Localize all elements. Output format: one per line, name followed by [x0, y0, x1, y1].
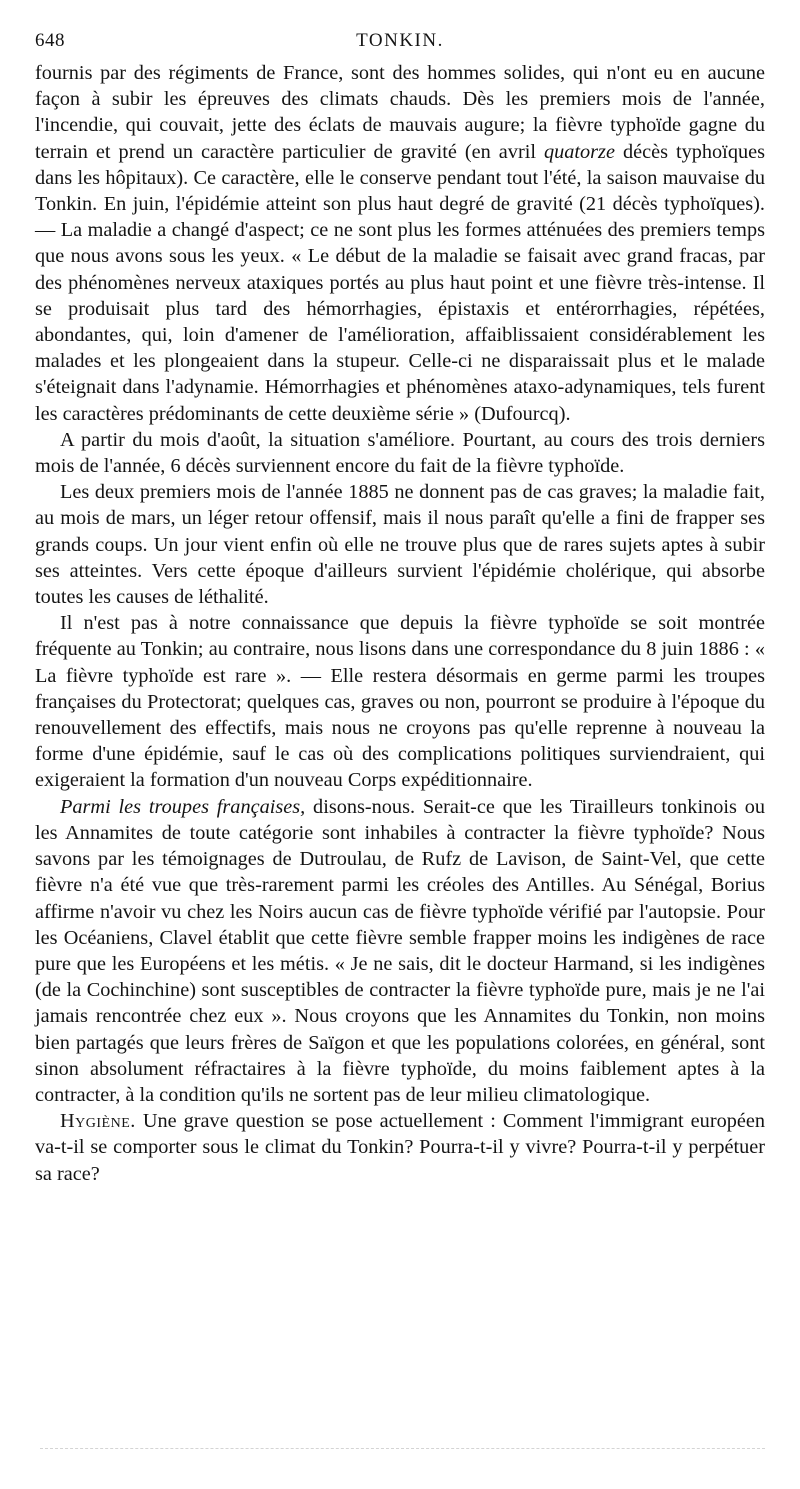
paragraph: [35, 479, 765, 610]
paragraph: [35, 427, 765, 479]
text-segment: Une grave question se pose actuellement : Comment l'immigrant européen va-t-il se comporter sous le climat du Tonkin? Pourra-t-il y vivre? Pourra-t-il y perpétuer sa race?: [35, 1110, 765, 1185]
paragraph: [35, 60, 765, 427]
paragraph: [35, 610, 765, 793]
section-heading-text: Hygiène.: [60, 1110, 136, 1133]
text-segment: Les deux premiers mois de l'année 1885 ne donnent pas de cas graves; la maladie fait, au mois de mars, un léger retour offensif, mais il nous paraît qu'elle a fini de frapper ses grands coups. Un jour vient enfin où elle ne trouve plus que de rares sujets aptes à subir ses atteintes. Vers cette époque d'ailleurs survient l'épidémie cholérique, qui absorbe toutes les causes de léthalité.: [35, 481, 765, 609]
running-title: TONKIN.: [356, 30, 444, 51]
text-segment: Il n'est pas à notre connaissance que depuis la fièvre typhoïde se soit montrée fréquente au Tonkin; au contraire, nous lisons dans une correspondance du 8 juin 1886 : « La fièvre typhoïde est rare ». — Elle restera désormais en germe parmi les troupes françaises du Protectorat; quelques cas, graves ou non, pourront se produire à l'époque du renouvellement des effectifs, mais nous ne croyons pas qu'elle reprenne à nouveau la forme d'une épidémie, sauf le cas où des complications politiques surviendraient, qui exigeraient la formation d'un nouveau Corps expéditionnaire.: [35, 612, 765, 792]
running-head: [35, 28, 765, 58]
text-segment: décès typhoïques dans les hôpitaux). Ce caractère, elle le conserve pendant tout l'été, la saison mauvaise du Tonkin. En juin, l'épidémie atteint son plus haut degré de gravité (21 décès typhoïques). — La maladie a changé d'aspect; ce ne sont plus les formes atténuées des premiers temps que nous avons sous les yeux. « Le début de la maladie se faisait avec grand fracas, par des phénomènes nerveux ataxiques portés au plus haut point et une fièvre très-intense. Il se produisait plus tard des hémorrhagies, épistaxis et entérorrhagies, répétées, abondantes, qui, loin d'amener de l'amélioration, affaiblissaient considérablement les malades et les plongeaient dans la stupeur. Celle-ci ne disparaissait plus et le malade s'éteignait dans l'adynamie. Hémorrhagies et phénomènes ataxo-adynamiques, tels furent les caractères prédominants de cette deuxième série » (Dufourcq).: [35, 140, 765, 425]
text-segment: A partir du mois d'août, la situation s'améliore. Pourtant, au cours des trois derniers mois de l'année, 6 décès surviennent encore du fait de la fièvre typhoïde.: [35, 428, 765, 478]
text-segment: disons-nous. Serait-ce que les Tirailleurs tonkinois ou les Annamites de toute catégorie sont inhabiles à contracter la fièvre typhoïde? Nous savons par les témoignages de Dutroulau, de Rufz de Lavison, de Saint-Vel, que cette fièvre n'a été vue que très-rarement parmi les créoles des Antilles. Au Sénégal, Borius affirme n'avoir vu chez les Noirs aucun cas de fièvre typhoïde vérifié par l'autopsie. Pour les Océaniens, Clavel établit que cette fièvre semble frapper moins les indigènes de race pure que les Européens et les métis. « Je ne sais, dit le docteur Harmand, si les indigènes (de la Cochinchine) sont susceptibles de contracter la fièvre typhoïde pure, mais je ne l'ai jamais rencontrée chez eux ». Nous croyons que les Annamites du Tonkin, non moins bien partagés que leurs frères de Saïgon et que les populations colorées, en général, sont sinon absolument réfractaires à la fièvre typhoïde, du moins faiblement aptes à la contracter, à la condition qu'ils ne sortent pas de leur milieu climatologique.: [35, 795, 765, 1106]
italic-text: quatorze: [543, 140, 615, 163]
text-segment: fournis par des régiments de France, sont des hommes solides, qui n'ont eu en aucune façon à subir les épreuves des climats chauds. Dès les premiers mois de l'année, l'incendie, qui couvait, jette des éclats de mauvais augure; la fièvre typhoïde gagne du terrain et prend un caractère particulier de gravité (en avril: [35, 62, 765, 163]
paragraph: [35, 1108, 765, 1187]
page-number: 648: [35, 30, 65, 51]
paragraph: [35, 794, 765, 1108]
body-text: [35, 60, 765, 1187]
page-bottom-rule: [40, 1448, 765, 1449]
italic-text: Parmi les troupes françaises,: [60, 795, 306, 818]
book-page: [35, 28, 765, 1187]
